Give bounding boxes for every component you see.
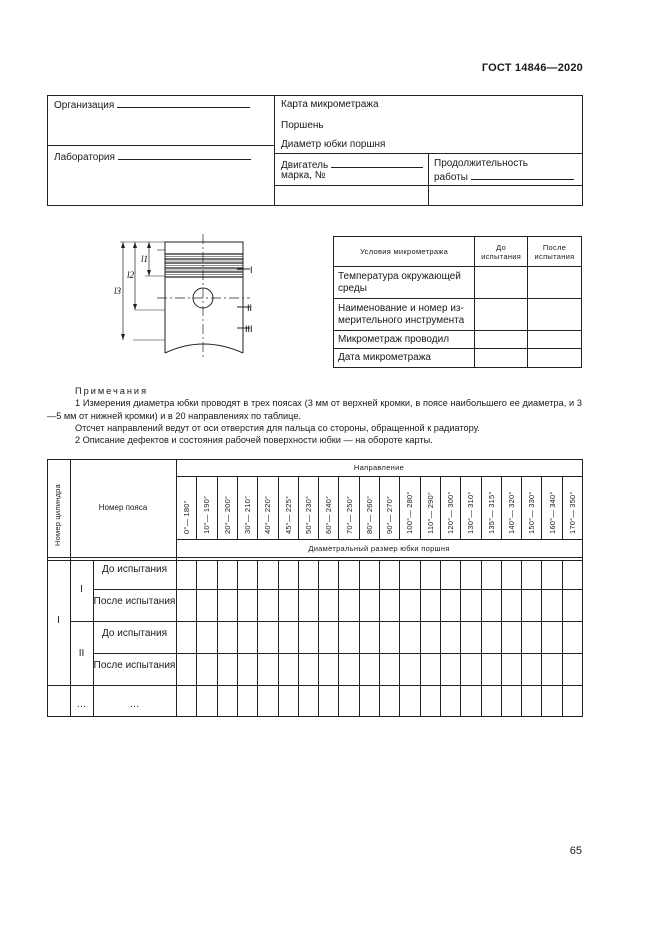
condition-label: Дата микрометража xyxy=(334,349,475,368)
cylinder-number: I xyxy=(57,615,60,626)
measurement-cell[interactable] xyxy=(400,561,419,589)
measurement-cell[interactable] xyxy=(563,654,582,685)
direction-label: 100°— 280° xyxy=(405,491,414,534)
measurement-cell[interactable] xyxy=(238,590,257,621)
measurement-cell[interactable] xyxy=(482,654,501,685)
measurement-cell[interactable] xyxy=(441,622,460,653)
engine-label-2: марка, № xyxy=(281,170,326,181)
after-label: После испытания xyxy=(93,660,176,671)
part-name: Поршень xyxy=(281,120,324,131)
measurement-cell[interactable] xyxy=(563,561,582,589)
measurement-cell[interactable] xyxy=(197,686,216,716)
measurement-cell[interactable] xyxy=(339,561,358,589)
direction-label: 30°— 210° xyxy=(243,495,252,534)
direction-label: 150°— 330° xyxy=(527,491,536,534)
measurement-cell[interactable] xyxy=(482,590,501,621)
engine-label: Двигатель xyxy=(281,160,329,171)
direction-label: 60°— 240° xyxy=(324,495,333,534)
measurement-cell[interactable] xyxy=(482,561,501,589)
measurement-cell[interactable] xyxy=(299,622,318,653)
measurement-cell[interactable] xyxy=(258,590,277,621)
measurement-cell[interactable] xyxy=(299,590,318,621)
conditions-table xyxy=(333,236,582,368)
measurement-cell[interactable] xyxy=(441,686,460,716)
dim-l3: l3 xyxy=(114,286,122,296)
direction-label: 135°— 315° xyxy=(487,491,496,534)
measurement-cell[interactable] xyxy=(258,622,277,653)
measurement-cell[interactable] xyxy=(299,561,318,589)
measurement-cell[interactable] xyxy=(400,686,419,716)
dim-l2: l2 xyxy=(127,270,135,280)
measurement-cell[interactable] xyxy=(542,622,561,653)
measurement-cell[interactable] xyxy=(218,561,237,589)
ellipsis-row: … xyxy=(129,699,140,710)
measurement-cell[interactable] xyxy=(380,590,399,621)
measurement-cell[interactable] xyxy=(279,590,298,621)
direction-label: 80°— 260° xyxy=(365,495,374,534)
measurement-cell[interactable] xyxy=(319,561,338,589)
direction-label: 10°— 190° xyxy=(202,495,211,534)
measurement-cell[interactable] xyxy=(360,622,379,653)
after-header: После испытания xyxy=(528,237,582,267)
measurement-cell[interactable] xyxy=(279,561,298,589)
measurement-cell[interactable] xyxy=(197,622,216,653)
measurement-cell[interactable] xyxy=(177,590,196,621)
measurement-cell[interactable] xyxy=(197,590,216,621)
engine-field[interactable] xyxy=(331,158,423,168)
measurement-cell[interactable] xyxy=(421,686,440,716)
measurement-cell[interactable] xyxy=(299,686,318,716)
measurement-cell[interactable] xyxy=(299,654,318,685)
direction-label: 70°— 250° xyxy=(345,495,354,534)
measurement-cell[interactable] xyxy=(542,654,561,685)
measurement-cell[interactable] xyxy=(482,622,501,653)
direction-label: 45°— 225° xyxy=(284,495,293,534)
direction-label: 160°— 340° xyxy=(548,491,557,534)
measurement-cell[interactable] xyxy=(542,561,561,589)
direction-label: 130°— 310° xyxy=(466,491,475,534)
measurement-cell[interactable] xyxy=(218,590,237,621)
direction-label: 50°— 230° xyxy=(304,495,313,534)
measurement-cell[interactable] xyxy=(360,686,379,716)
measurement-cell[interactable] xyxy=(461,590,480,621)
measurement-cell[interactable] xyxy=(339,622,358,653)
measurement-cell[interactable] xyxy=(502,561,521,589)
cylinder-header: Номер цилиндра xyxy=(53,484,62,546)
measurement-cell[interactable] xyxy=(400,590,419,621)
measurement-cell[interactable] xyxy=(380,561,399,589)
measurement-cell[interactable] xyxy=(482,686,501,716)
direction-header: Направление xyxy=(353,463,405,472)
measurement-cell[interactable] xyxy=(279,622,298,653)
zone-2: II xyxy=(247,303,253,313)
measurement-cell[interactable] xyxy=(177,561,196,589)
measurement-cell[interactable] xyxy=(563,590,582,621)
measurement-cell[interactable] xyxy=(258,686,277,716)
measurement-cell[interactable] xyxy=(197,654,216,685)
dim-l1: l1 xyxy=(141,254,149,264)
measurement-cell[interactable] xyxy=(339,654,358,685)
measurement-cell[interactable] xyxy=(421,654,440,685)
measurement-cell[interactable] xyxy=(522,590,541,621)
measurement-cell[interactable] xyxy=(421,590,440,621)
belt-number-2: II xyxy=(78,648,85,659)
measurement-cell[interactable] xyxy=(400,622,419,653)
measurement-cell[interactable] xyxy=(339,590,358,621)
measurement-cell[interactable] xyxy=(177,622,196,653)
duration-label: Продолжительность xyxy=(434,158,528,169)
direction-label: 40°— 220° xyxy=(263,495,272,534)
direction-label: 110°— 290° xyxy=(426,491,435,534)
measurement-cell[interactable] xyxy=(461,686,480,716)
measurement-cell[interactable] xyxy=(258,654,277,685)
measurement-cell[interactable] xyxy=(319,654,338,685)
measurement-cell[interactable] xyxy=(360,561,379,589)
measurement-cell[interactable] xyxy=(319,590,338,621)
measurement-cell[interactable] xyxy=(522,686,541,716)
organization-label: Организация xyxy=(54,100,115,111)
measurement-cell[interactable] xyxy=(522,622,541,653)
notes-title: Примечания xyxy=(75,386,149,396)
measurement-cell[interactable] xyxy=(461,622,480,653)
notes xyxy=(47,385,582,446)
measurement-cell[interactable] xyxy=(218,654,237,685)
measurement-cell[interactable] xyxy=(441,654,460,685)
belt-number-1: I xyxy=(80,584,83,595)
after-label: После испытания xyxy=(93,596,176,607)
condition-label: Микрометраж проводил xyxy=(334,331,475,349)
condition-cell[interactable] xyxy=(528,299,582,331)
measurement-cell[interactable] xyxy=(502,686,521,716)
measurement-cell[interactable] xyxy=(542,590,561,621)
condition-cell[interactable] xyxy=(528,267,582,299)
measurement-cell[interactable] xyxy=(238,561,257,589)
measurement-cell[interactable] xyxy=(441,561,460,589)
condition-cell[interactable] xyxy=(475,299,528,331)
measurement-cell[interactable] xyxy=(319,686,338,716)
measurement-cell[interactable] xyxy=(542,686,561,716)
measurement-cell[interactable] xyxy=(238,686,257,716)
measurement-cell[interactable] xyxy=(197,561,216,589)
measurement-cell[interactable] xyxy=(461,561,480,589)
measurement-cell[interactable] xyxy=(339,686,358,716)
measurement-cell[interactable] xyxy=(502,654,521,685)
belt-header: Номер пояса xyxy=(98,503,148,512)
condition-label: Наименование и номер измерительного инструмента xyxy=(334,299,475,331)
measurement-cell[interactable] xyxy=(258,561,277,589)
measurement-cell[interactable] xyxy=(522,561,541,589)
measurement-cell[interactable] xyxy=(380,686,399,716)
measurement-cell[interactable] xyxy=(360,654,379,685)
measurement-name: Диаметр юбки поршня xyxy=(281,139,386,150)
zone-3: III xyxy=(245,324,253,334)
measurement-cell[interactable] xyxy=(238,654,257,685)
measurement-cell[interactable] xyxy=(502,590,521,621)
condition-cell[interactable] xyxy=(528,349,582,368)
zone-1: I xyxy=(250,265,253,275)
measurement-cell[interactable] xyxy=(360,590,379,621)
measurement-cell[interactable] xyxy=(563,622,582,653)
measurement-cell[interactable] xyxy=(421,561,440,589)
card-title: Карта микрометража xyxy=(281,99,379,110)
laboratory-field[interactable] xyxy=(118,150,251,160)
measurement-cell[interactable] xyxy=(380,654,399,685)
diameter-header: Диаметральный размер юбки поршня xyxy=(308,544,450,553)
organization-field[interactable] xyxy=(117,98,250,108)
note-1: 1 Измерения диаметра юбки проводят в трех поясах (3 мм от верхней кромки, в поясе наибольшего ее диаметра, и 3—5 мм от нижней кромки) и в 20 направлениях по таблице. xyxy=(47,398,582,421)
note-1-continued: Отсчет направлений ведут от оси отверстия для пальца со стороны, обращенной к радиатору. xyxy=(75,422,480,433)
before-label: До испытания xyxy=(102,628,167,639)
measurement-cell[interactable] xyxy=(279,654,298,685)
measurement-cell[interactable] xyxy=(563,686,582,716)
condition-cell[interactable] xyxy=(475,331,528,349)
condition-cell[interactable] xyxy=(475,349,528,368)
measurement-cell[interactable] xyxy=(441,590,460,621)
measurement-cell[interactable] xyxy=(319,622,338,653)
measurement-cell[interactable] xyxy=(400,654,419,685)
measurement-cell[interactable] xyxy=(279,686,298,716)
duration-field[interactable] xyxy=(471,170,574,180)
condition-cell[interactable] xyxy=(475,267,528,299)
direction-label: 0°— 180° xyxy=(182,500,191,534)
laboratory-label: Лаборатория xyxy=(54,152,115,163)
measurement-cell[interactable] xyxy=(421,622,440,653)
measurement-cell[interactable] xyxy=(522,654,541,685)
measurement-cell[interactable] xyxy=(177,654,196,685)
measurement-cell[interactable] xyxy=(218,622,237,653)
direction-label: 170°— 350° xyxy=(568,491,577,534)
measurement-cell[interactable] xyxy=(461,654,480,685)
before-header: До испытания xyxy=(475,237,528,267)
note-2: 2 Описание дефектов и состояния рабочей поверхности юбки — на обороте карты. xyxy=(75,435,433,446)
ellipsis-belt: … xyxy=(76,699,87,710)
duration-label-2: работы xyxy=(434,172,468,183)
measurement-cell[interactable] xyxy=(238,622,257,653)
standard-number: ГОСТ 14846—2020 xyxy=(481,62,583,74)
condition-label: Температура окружающей среды xyxy=(334,267,475,299)
condition-cell[interactable] xyxy=(528,331,582,349)
page-number: 65 xyxy=(569,845,582,857)
measurement-cell[interactable] xyxy=(218,686,237,716)
measurement-cell[interactable] xyxy=(502,622,521,653)
conditions-header: Условия микрометража xyxy=(334,237,475,267)
direction-label: 120°— 300° xyxy=(446,491,455,534)
direction-label: 20°— 200° xyxy=(223,495,232,534)
direction-label: 90°— 270° xyxy=(385,495,394,534)
direction-label: 140°— 320° xyxy=(507,491,516,534)
measurement-cell[interactable] xyxy=(380,622,399,653)
before-label: До испытания xyxy=(102,564,167,575)
measurement-cell[interactable] xyxy=(177,686,196,716)
piston-diagram xyxy=(105,228,280,363)
